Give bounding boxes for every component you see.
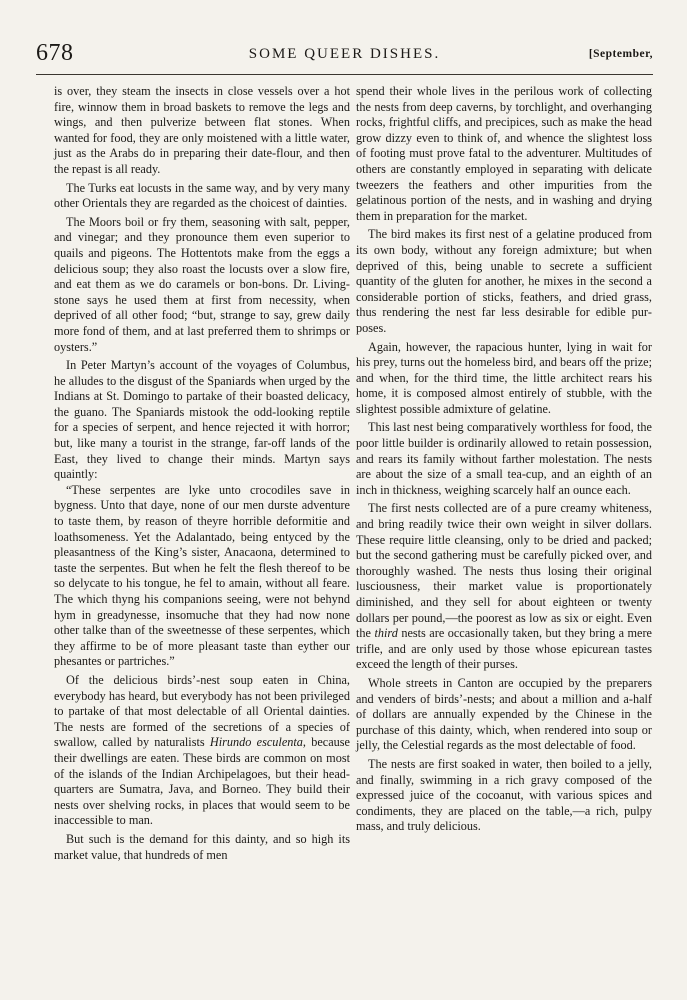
- page-number: 678: [36, 40, 74, 66]
- right-column: [356, 84, 652, 835]
- paragraph-text: The first nests collected are of a pure creamy whiteness, and bring readily twice their own weight in silver dollars. These require little cleansing, only to be dried and packed; but the second gathering must be carefully picked over, and thoroughly washed. The nests thus losing their original lusciousness, their market value is proportionately diminished, and they sell for about eighteen or twenty dollars per pound,—the poorest as low as six or eight. Even the: [356, 501, 652, 641]
- paragraph: The Moors boil or fry them, seasoning with salt, pepper, and vinegar; and they pronounce them even superior to quails and pigeons. The Hottentots make from the eggs a delicious soup; they also roast the locusts over a slow fire, and eat them as we do caramels or bon-bons. Dr. Livingstone says he used them at first from necessity, when deprived of all other food; “but, strange to say, grew daily more fond of them, and at last preferred them to shrimps or oysters.”: [54, 214, 350, 354]
- paragraph: spend their whole lives in the perilous work of collecting the nests from deep caverns, by torchlight, and overhanging rocks, frightful cliffs, and precipices, such as make the head grow dizzy even to think of, and whence the slightest loss of footing must prove fatal to the adventurer. Multitudes of others are constantly employed in separating with delicate tweezers the feathers and other impurities from the gelatinous portion of the nests, and in washing and drying them in preparation for the market.: [356, 84, 652, 223]
- quotation-paragraph: “These serpentes are lyke unto crocodiles save in bygness. Unto that daye, none of our men durste adventure to taste them, by reason of theyre horrible deformitie and loathsomeness. Yet the Adalantado, being entyced by the pleasantness of the King’s sister, Anacaona, determined to taste the serpentes. But when he felt the flesh thereof to be so delycate to his tongue, he fel to amain, without all feare. The which thyng his companions seeing, were not behynd hym in greadynesse, insomuche that they had now none other talke than of the sweetnesse of these serpentes, which they affirme to be of more pleasant taste than eyther our phesantes or partriches.”: [54, 482, 350, 669]
- paragraph-text: nests are occasionally taken, but they bring a mere trifle, and are only used by those whose epicurean tastes exceed the length of their purses.: [356, 626, 652, 672]
- left-column: [54, 84, 350, 863]
- running-title: SOME QUEER DISHES.: [248, 46, 441, 62]
- issue-month: [September,: [588, 48, 653, 60]
- paragraph-text: Of the delicious birds’-nest soup eaten in China, everybody has heard, but everybody has not been privileged to partake of that most delectable of all Oriental dainties. The nests are formed of the secretions of a species of swallow, called by naturalists: [54, 672, 350, 750]
- paragraph: The bird makes its first nest of a gelatine produced from its own body, without any foreign admixture; but when deprived of this, being unable to secrete a sufficient quantity of the gluten for another, he mixes in the second a considerable portion of sticks, feathers, and dried grass, thus rendering the nest far less desirable for edible purposes.: [356, 227, 652, 335]
- paragraph-text: , because their dwellings are eaten. These birds are common on most of the islands of the Indian Archipelagoes, but their head-quarters are Sumatra, Java, and Borneo. They build their nests over shelving rocks, in places that would seem to be inaccessible to man.: [54, 735, 350, 828]
- header-rule: [36, 74, 653, 75]
- paragraph: The nests are first soaked in water, then boiled to a jelly, and finally, swimming in a rich gravy composed of the expressed juice of the cocoanut, with various spices and condiments, they are placed on the table,—a rich, pulpy mass, and truly delicious.: [356, 756, 652, 834]
- paragraph: [356, 501, 652, 673]
- paragraph: Whole streets in Canton are occupied by the preparers and venders of birds’-nests; and about a million and a-half of dollars are annually expended by the Chinese in the purchase of this dainty, which, when rendered into soup or jelly, the Celestial regards as the most delectable of food.: [356, 675, 652, 753]
- paragraph: But such is the demand for this dainty, and so high its market value, that hundreds of men: [54, 831, 350, 862]
- paragraph: is over, they steam the insects in close vessels over a hot fire, winnow them in broad baskets to remove the legs and wings, and then pulverize between flat stones. When wanted for food, they are only moistened with a little water, just as the Arabs do in preparing their date-flour, and then the repast is all ready.: [54, 84, 350, 176]
- paragraph: In Peter Martyn’s account of the voyages of Columbus, he alludes to the disgust of the Spaniards when urged by the Indians at St. Domingo to partake of their boasted delicacy, the guano. The Spaniards mistook the odd-looking reptile for a species of serpent, and hence rejected it with horror; but, like many a tourist in the strange, far-off lands of the East, they lived to change their minds. Martyn says quaintly:: [54, 358, 350, 482]
- paragraph: This last nest being comparatively worthless for food, the poor little builder is ordinarily allowed to retain possession, and rears its family without farther molestation. The nests are about the size of a small tea-cup, and an eighth of an inch in thickness, weighing scarcely half an ounce each.: [356, 420, 652, 497]
- paragraph: [54, 673, 350, 829]
- paragraph: The Turks eat locusts in the same way, and by very many other Orientals they are regarded as the choicest of dainties.: [54, 180, 350, 211]
- page-header: [36, 40, 653, 68]
- emphasis-text: third: [374, 626, 398, 641]
- species-name: Hirundo esculenta: [209, 735, 303, 750]
- paragraph: Again, however, the rapacious hunter, lying in wait for his prey, turns out the homeless bird, and bears off the prize; and when, for the third time, the little architect rears his home, it is composed almost entirely of stubble, with the slightest possible admixture of gelatine.: [356, 339, 652, 416]
